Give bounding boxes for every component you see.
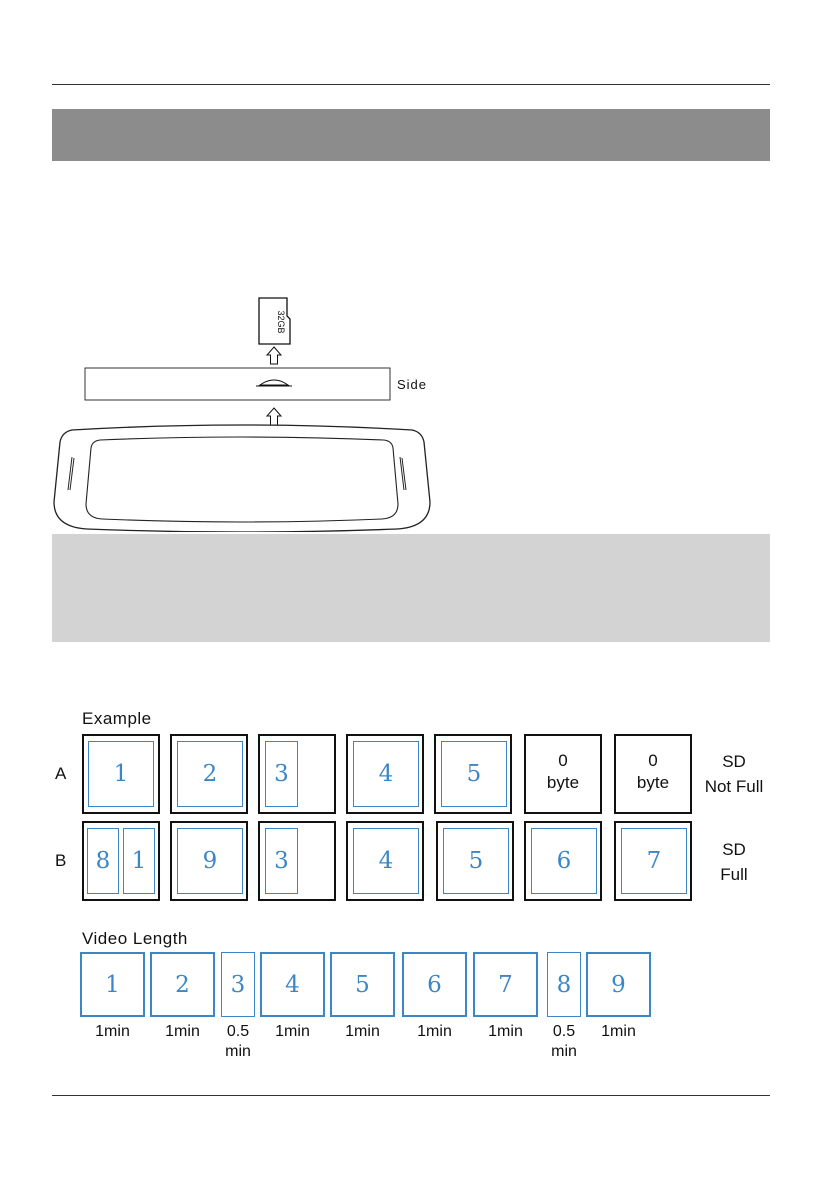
- storage-block: [82, 821, 160, 901]
- device-side-view: [85, 368, 390, 400]
- video-file-1min: 9: [586, 952, 651, 1017]
- storage-block: [258, 734, 336, 814]
- video-duration-label: 1min: [275, 1023, 310, 1040]
- micro-sd-card-icon: [259, 298, 290, 344]
- row-b-label: B: [55, 851, 67, 870]
- storage-block: [434, 734, 512, 814]
- storage-block: [614, 821, 692, 901]
- storage-block: [436, 821, 514, 901]
- video-duration-label: 1min: [345, 1023, 380, 1040]
- video-file-1min: 6: [402, 952, 467, 1017]
- video-file-1min: 5: [443, 828, 509, 894]
- status-note-line: SD: [722, 840, 746, 859]
- storage-block: [524, 821, 602, 901]
- row-a-blocks: [82, 734, 702, 814]
- storage-block: [346, 734, 424, 814]
- empty-size-value: 0: [558, 751, 568, 770]
- storage-block: [170, 821, 248, 901]
- status-note-line: Full: [720, 865, 748, 884]
- video-file-half-min: 3: [265, 741, 298, 807]
- arrow-up-icon: [267, 347, 281, 364]
- storage-block: [82, 734, 160, 814]
- top-rule: [52, 84, 770, 85]
- video-duration-label: 1min: [601, 1023, 636, 1040]
- video-file-1min: 2: [177, 741, 243, 807]
- video-duration-label: 0.5 min: [551, 1023, 577, 1060]
- video-file-1min: 5: [441, 741, 507, 807]
- empty-size-unit: byte: [546, 773, 580, 792]
- storage-block: [170, 734, 248, 814]
- mirror-device-icon: [54, 425, 430, 532]
- status-note-line: Not Full: [704, 777, 764, 796]
- video-file-1min: 7: [473, 952, 538, 1017]
- video-file-half-min: 8: [547, 952, 581, 1017]
- video-duration-label: 1min: [165, 1023, 200, 1040]
- video-file-1min: 7: [621, 828, 687, 894]
- video-duration-label: 1min: [488, 1023, 523, 1040]
- row-a-status-note: [694, 749, 774, 799]
- side-label: Side: [397, 377, 428, 392]
- video-file-half-min: 8: [87, 828, 119, 894]
- storage-block: [346, 821, 424, 901]
- bottom-rule: [52, 1095, 770, 1096]
- video-file-1min: 4: [260, 952, 325, 1017]
- sd-card-capacity-label: 32GB: [276, 310, 286, 334]
- example-title: Example: [82, 709, 152, 728]
- video-file-half-min: 1: [123, 828, 155, 894]
- video-file-1min: 1: [88, 741, 154, 807]
- video-length-row: [80, 952, 660, 1062]
- row-a-label: A: [55, 764, 67, 783]
- empty-block-label: [526, 750, 600, 794]
- video-file-1min: 4: [353, 741, 419, 807]
- arrow-up-icon: [267, 408, 281, 425]
- row-b-blocks: [82, 821, 702, 901]
- video-duration-label: 0.5 min: [225, 1023, 251, 1060]
- status-note-line: SD: [722, 752, 746, 771]
- empty-size-value: 0: [648, 751, 658, 770]
- video-file-half-min: 3: [265, 828, 298, 894]
- video-duration-label: 1min: [95, 1023, 130, 1040]
- video-file-1min: 5: [330, 952, 395, 1017]
- note-bar: [52, 534, 770, 642]
- storage-block: [258, 821, 336, 901]
- video-file-half-min: 3: [221, 952, 255, 1017]
- storage-block-empty: [614, 734, 692, 814]
- sd-card-install-diagram: [52, 292, 442, 532]
- storage-block-empty: [524, 734, 602, 814]
- video-file-1min: 2: [150, 952, 215, 1017]
- video-file-1min: 4: [353, 828, 419, 894]
- section-header-bar: [52, 109, 770, 161]
- video-file-1min: 1: [80, 952, 145, 1017]
- video-file-1min: 9: [177, 828, 243, 894]
- empty-block-label: [616, 750, 690, 794]
- video-length-title: Video Length: [82, 929, 188, 948]
- video-duration-label: 1min: [417, 1023, 452, 1040]
- empty-size-unit: byte: [636, 773, 670, 792]
- video-file-1min: 6: [531, 828, 597, 894]
- row-b-status-note: [694, 837, 774, 887]
